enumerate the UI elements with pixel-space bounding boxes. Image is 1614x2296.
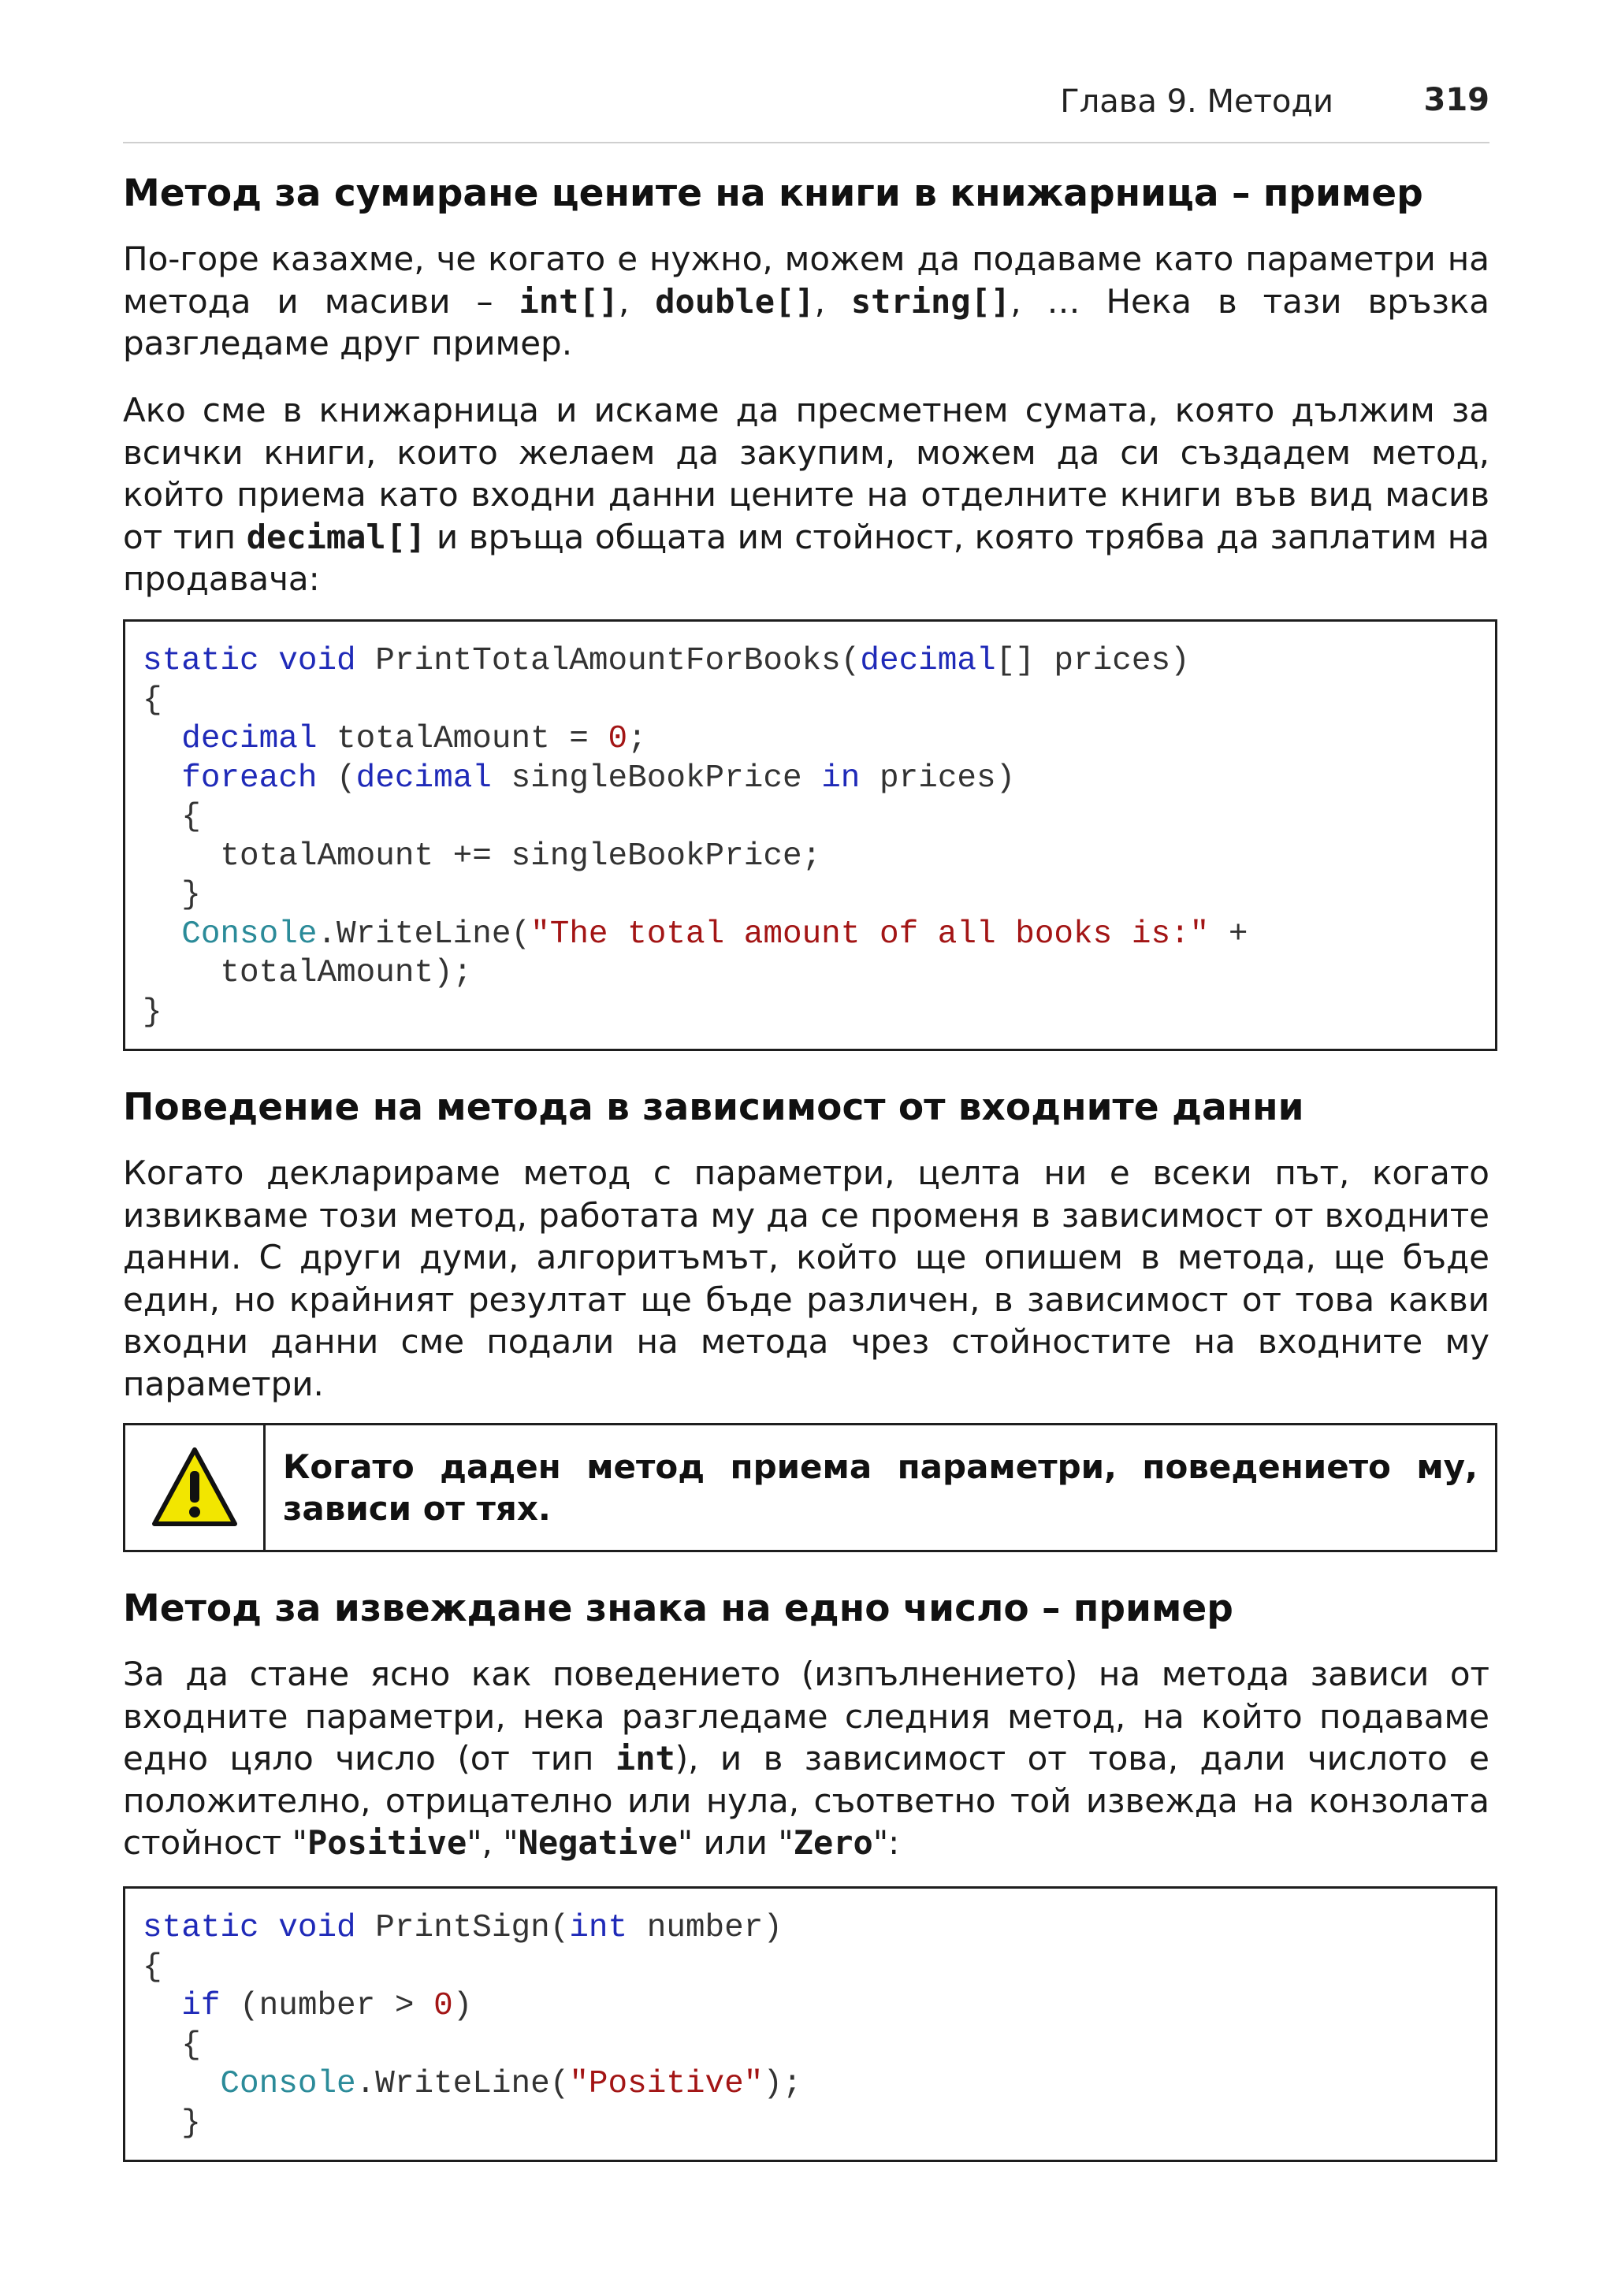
code-line: decimal totalAmount = 0; [181,721,647,757]
code-line: totalAmount); [220,955,473,991]
code-line: { [181,2027,201,2064]
inline-code: decimal[] [246,517,426,556]
chapter-title: Глава 9. Методи [1060,84,1333,120]
section-heading-behaviour: Поведение на метода в зависимост от входните данни [123,1086,1304,1129]
code-line: Console.WriteLine("The total amount of all books is:" + [181,916,1248,953]
warning-box [123,1423,1497,1552]
code-line: if (number > 0) [181,1988,473,2024]
running-header [123,79,1489,143]
section-heading-print-sign: Метод за извеждане знака на едно число – пример [123,1587,1233,1630]
inline-code: int[] [519,281,619,321]
inline-code: string[] [850,281,1011,321]
code-line: { [143,682,162,719]
code-line: foreach (decimal singleBookPrice in prices) [181,760,1016,797]
inline-code: int [615,1739,675,1778]
inline-code: Positive [307,1823,467,1862]
code-line: totalAmount += singleBookPrice; [220,838,822,875]
section-heading-book-prices: Метод за сумиране цените на книги в книжарница – пример [123,172,1423,215]
code-line: } [181,2105,201,2142]
warning-text: Когато даден метод приема параметри, поведението му, зависи от тях. [283,1447,1478,1528]
warning-icon-cell [125,1425,266,1550]
paragraph-behaviour: Когато декларираме метод с параметри, целта ни е всеки път, когато извикваме този метод, работата му да се променя в зависимост от входните данни. С други думи, алгоритъмът, който ще опишем в метода, ще бъде един, но крайният резултат ще бъде различен, в зависимост от това какви входни данни сме подали на метода чрез стойностите на входните му параметри. [123,1154,1489,1403]
code-line: } [181,877,201,913]
code-line: static void PrintSign(int number) [143,1910,783,1946]
code-line: static void PrintTotalAmountForBooks(decimal[] prices) [143,643,1190,679]
page-number: 319 [1423,82,1489,118]
inline-code: double[] [655,281,815,321]
code-block-total-amount [123,619,1497,1051]
warning-triangle-icon [150,1445,240,1530]
code-line: { [143,1949,162,1986]
code-line: } [143,994,162,1031]
code-line: Console.WriteLine("Positive"); [220,2066,802,2102]
inline-code: Zero [793,1823,873,1862]
code-line: { [181,799,201,835]
paragraph-bookstore: Ако сме в книжарница и искаме да пресметнем сумата, която дължим за всички книги, които желаем да закупим, можем да си създадем метод, който приема като входни данни цените на отделните книги във вид масив от тип decimal[] и връща общата им стойност, която трябва да заплатим на продавача: [123,391,1490,598]
code-block-print-sign [123,1886,1497,2162]
paragraph-arrays-intro: По-горе казахме, че когато е нужно, можем да подаваме като параметри на метода и масиви – int[], double[], string[], … Нека в тази връзка разгледаме друг пример. [123,240,1490,362]
inline-code: Negative [518,1823,678,1862]
paragraph-print-sign: За да стане ясно как поведението (изпълнението) на метода зависи от входните параметри, нека разгледаме следния метод, на който подаваме едно цяло число (от тип int), и в зависимост от това, дали числото е положително, отрицателно или нула, съответно той извежда на конзолата стойност "Positive", "Negative" или "Zero": [123,1655,1489,1862]
